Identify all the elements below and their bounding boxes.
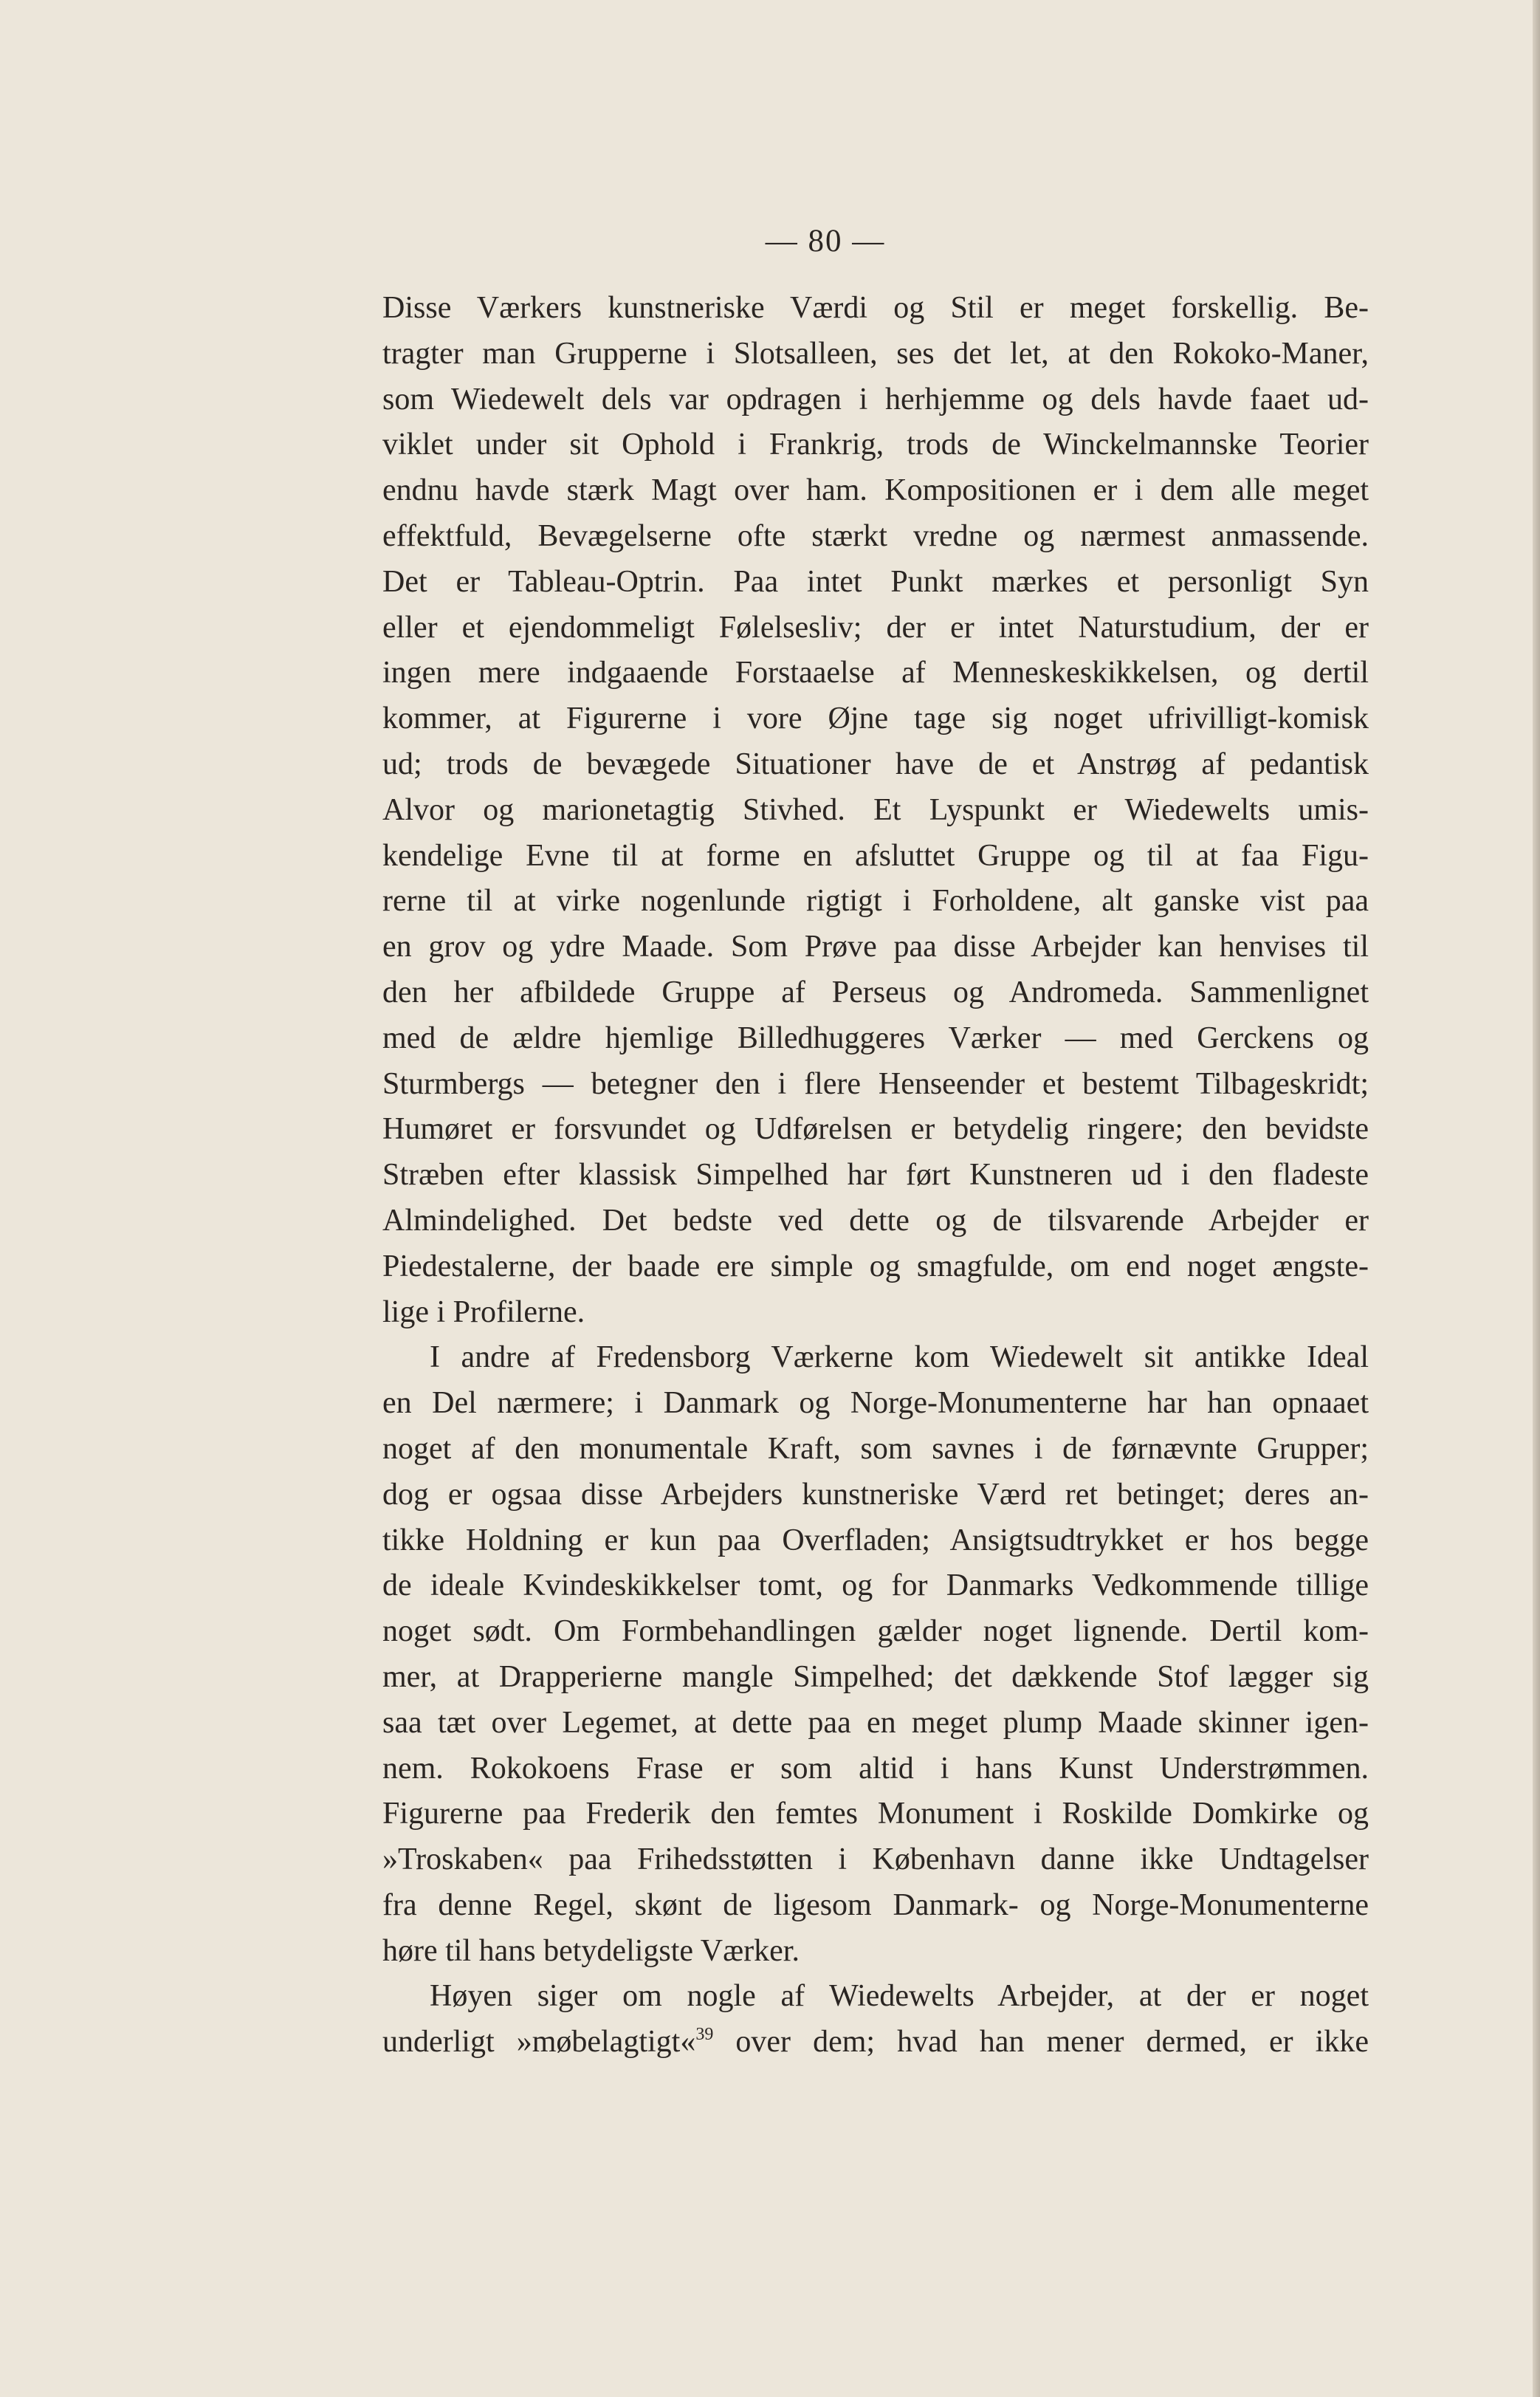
text-line: en Del nærmere; i Danmark og Norge-Monumenterne har han opnaaet bbox=[382, 1386, 1369, 1421]
text-line: kommer, at Figurerne i vore Øjne tage sig noget ufrivilligt-komisk bbox=[382, 702, 1369, 736]
text-line: »Troskaben« paa Frihedsstøtten i København danne ikke Undtagelser bbox=[382, 1842, 1369, 1877]
body-text bbox=[382, 286, 1369, 2065]
paragraph-3 bbox=[382, 1974, 1369, 2065]
text-line: rerne til at virke nogenlunde rigtigt i Forholdene, alt ganske vist paa bbox=[382, 884, 1369, 919]
text-line: Stræben efter klassisk Simpelhed har ført Kunstneren ud i den fladeste bbox=[382, 1158, 1369, 1193]
text-line: Almindelighed. Det bedste ved dette og de tilsvarende Arbejder er bbox=[382, 1203, 1369, 1238]
text-line: Det er Tableau-Optrin. Paa intet Punkt mærkes et personligt Syn bbox=[382, 564, 1369, 599]
text-line: effektfuld, Bevægelserne ofte stærkt vredne og nærmest anmassende. bbox=[382, 518, 1369, 553]
text-line: Alvor og marionetagtig Stivhed. Et Lyspunkt er Wiedewelts umis- bbox=[382, 792, 1369, 827]
page-number: — 80 — bbox=[765, 224, 886, 258]
text-line: mer, at Drapperierne mangle Simpelhed; det dækkende Stof lægger sig bbox=[382, 1659, 1369, 1694]
footnote-reference[interactable]: 39 bbox=[695, 2025, 714, 2045]
text-fragment: underligt »møbelagtigt« bbox=[382, 2025, 696, 2060]
text-line: tikke Holdning er kun paa Overfladen; Ansigtsudtrykket er hos begge bbox=[382, 1523, 1369, 1557]
text-line bbox=[382, 2020, 1369, 2065]
text-line: Høyen siger om nogle af Wiedewelts Arbejder, at der er noget bbox=[430, 1979, 1369, 2014]
text-line: Humøret er forsvundet og Udførelsen er betydelig ringere; den bevidste bbox=[382, 1112, 1369, 1147]
text-line: en grov og ydre Maade. Som Prøve paa disse Arbejder kan henvises til bbox=[382, 930, 1369, 964]
text-line: kendelige Evne til at forme en afsluttet Gruppe og til at faa Figu- bbox=[382, 838, 1369, 873]
text-line: nem. Rokokoens Frase er som altid i hans Kunst Understrømmen. bbox=[382, 1751, 1369, 1786]
text-line: fra denne Regel, skønt de ligesom Danmark- og Norge-Monumenterne bbox=[382, 1887, 1369, 1922]
text-line: noget sødt. Om Formbehandlingen gælder noget lignende. Dertil kom- bbox=[382, 1614, 1369, 1649]
text-line: ingen mere indgaaende Forstaaelse af Menneskeskikkelsen, og dertil bbox=[382, 656, 1369, 690]
text-line: den her afbildede Gruppe af Perseus og Andromeda. Sammenlignet bbox=[382, 975, 1369, 1009]
text-line: høre til hans betydeligste Værker. bbox=[382, 1933, 800, 1968]
paragraph-1 bbox=[382, 286, 1369, 1335]
paragraph-2 bbox=[382, 1335, 1369, 1974]
text-line: de ideale Kvindeskikkelser tomt, og for Danmarks Vedkommende tillige bbox=[382, 1568, 1369, 1603]
text-line: noget af den monumentale Kraft, som savnes i de førnævnte Grupper; bbox=[382, 1431, 1369, 1466]
text-line: saa tæt over Legemet, at dette paa en meget plump Maade skinner igen- bbox=[382, 1705, 1369, 1740]
text-line: eller et ejendommeligt Følelsesliv; der er intet Naturstudium, der er bbox=[382, 610, 1369, 645]
text-line: som Wiedewelt dels var opdragen i herhjemme og dels havde faaet ud- bbox=[382, 382, 1369, 416]
text-line: med de ældre hjemlige Billedhuggeres Værker — med Gerckens og bbox=[382, 1021, 1369, 1055]
text-line: lige i Profilerne. bbox=[382, 1294, 585, 1329]
text-line: dog er ogsaa disse Arbejders kunstneriske Værd ret betinget; deres an- bbox=[382, 1477, 1369, 1512]
text-line: tragter man Grupperne i Slotsalleen, ses det let, at den Rokoko-Maner, bbox=[382, 336, 1369, 371]
text-line: ud; trods de bevægede Situationer have de et Anstrøg af pedantisk bbox=[382, 747, 1369, 781]
text-line: I andre af Fredensborg Værkerne kom Wiedewelt sit antikke Ideal bbox=[430, 1340, 1369, 1375]
text-line: Piedestalerne, der baade ere simple og smagfulde, om end noget ængste- bbox=[382, 1249, 1369, 1283]
text-line: Sturmbergs — betegner den i flere Henseender et bestemt Tilbageskridt; bbox=[382, 1066, 1369, 1101]
text-fragment: over dem; hvad han mener dermed, er ikke bbox=[735, 2025, 1369, 2060]
text-line: Disse Værkers kunstneriske Værdi og Stil er meget forskellig. Be- bbox=[382, 291, 1369, 325]
text-line: Figurerne paa Frederik den femtes Monument i Roskilde Domkirke og bbox=[382, 1797, 1369, 1831]
text-line: viklet under sit Ophold i Frankrig, trods de Winckelmannske Teorier bbox=[382, 428, 1369, 462]
text-line: endnu havde stærk Magt over ham. Kompositionen er i dem alle meget bbox=[382, 473, 1369, 508]
page-edge bbox=[1533, 0, 1540, 2397]
